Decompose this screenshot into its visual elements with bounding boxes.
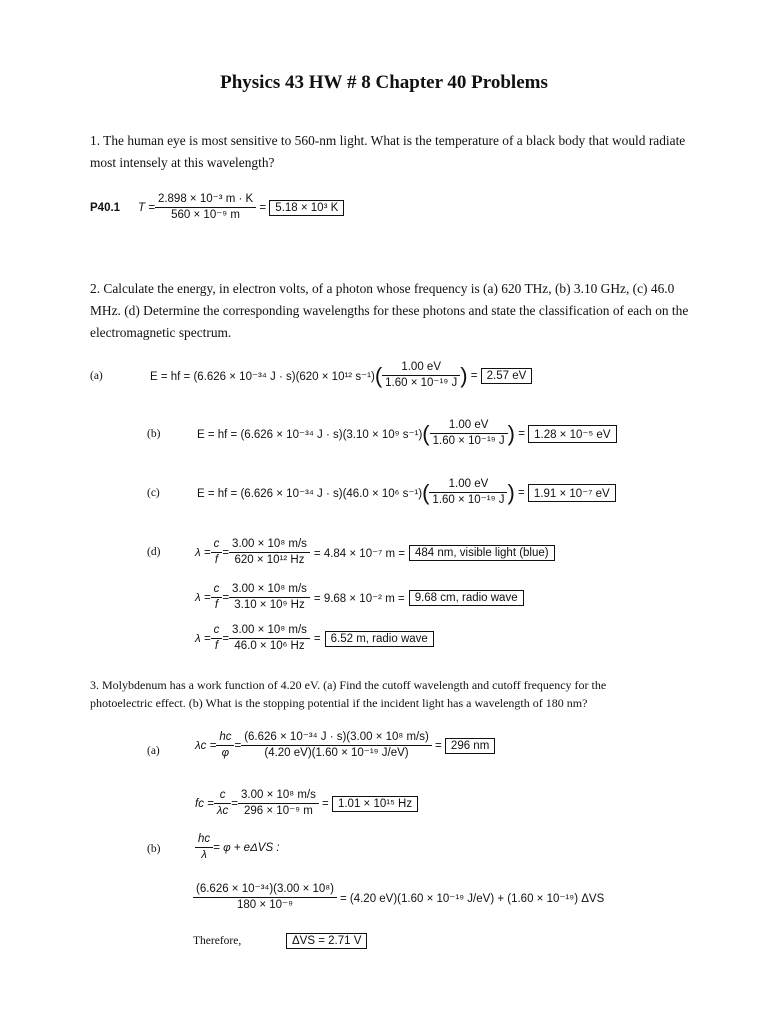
c-over-f bbox=[211, 537, 223, 568]
question-3-text: 3. Molybdenum has a work function of 4.20 eV. (a) Find the cutoff wavelength and cutoff frequency for the photoelectric effect. (b) What is the stopping potential if the incident light has a wavelength of 180 nm? bbox=[90, 678, 607, 710]
q2a-fraction bbox=[382, 360, 460, 391]
q3a-lambda-c bbox=[195, 730, 495, 761]
q3b-relation bbox=[195, 832, 280, 863]
q3b-answer-box: ΔVS = 2.71 V bbox=[286, 933, 367, 949]
left-paren: ( bbox=[422, 479, 430, 505]
equals-sign: = bbox=[231, 797, 238, 810]
q2b-label: (b) bbox=[147, 427, 161, 440]
c-symbol: c bbox=[213, 624, 220, 636]
page-title: Physics 43 HW # 8 Chapter 40 Problems bbox=[220, 72, 548, 93]
c-symbol: c bbox=[213, 583, 220, 595]
f-symbol: f bbox=[211, 552, 223, 568]
c-over-f bbox=[211, 582, 223, 613]
right-paren: ) bbox=[507, 420, 515, 446]
q2c-numerator: 1.00 eV bbox=[448, 478, 489, 490]
equals-sign: = bbox=[467, 369, 481, 382]
q2d3-fraction bbox=[229, 623, 310, 654]
equals-sign: = bbox=[222, 546, 230, 559]
question-1-text: 1. The human eye is most sensitive to 560-nm light. What is the temperature of a black body that would radiate most intensely at this wavelength? bbox=[90, 133, 686, 170]
q1-answer-box: 5.18 × 10³ K bbox=[269, 200, 344, 216]
therefore-label: Therefore, bbox=[193, 935, 242, 947]
q3b-label: (b) bbox=[147, 843, 161, 855]
q1-numerator: 2.898 × 10⁻³ m · K bbox=[157, 193, 254, 205]
equals-sign: = bbox=[234, 739, 242, 752]
f-symbol: f bbox=[211, 597, 223, 613]
q3b-fraction bbox=[193, 882, 337, 913]
f-symbol: f bbox=[211, 638, 223, 654]
q3a-fc-denominator: 296 × 10⁻⁹ m bbox=[238, 803, 319, 819]
q2d-row-3 bbox=[195, 623, 434, 654]
q2b-answer-box: 1.28 × 10⁻⁵ eV bbox=[528, 425, 616, 443]
q2b-fraction bbox=[430, 418, 508, 449]
q2a-answer-box: 2.57 eV bbox=[481, 368, 533, 384]
q2d2-result: = 9.68 × 10⁻² m = bbox=[313, 592, 405, 605]
lambda-symbol: λ bbox=[195, 847, 213, 863]
q2c-solution bbox=[147, 477, 616, 508]
hc-over-phi bbox=[216, 730, 234, 761]
q2d2-answer-box: 9.68 cm, radio wave bbox=[409, 590, 524, 606]
q2a-label: (a) bbox=[90, 369, 103, 382]
q3b-denominator: 180 × 10⁻⁹ bbox=[193, 897, 337, 913]
q2d3-numerator: 3.00 × 10⁸ m/s bbox=[232, 624, 307, 636]
c-symbol: c bbox=[213, 538, 220, 550]
q2d1-fraction bbox=[229, 537, 310, 568]
q3b-equation-rhs: = (4.20 eV)(1.60 × 10⁻¹⁹ J/eV) + (1.60 × 10⁻¹⁹) ΔVS bbox=[339, 892, 605, 905]
phi-symbol: φ bbox=[216, 745, 234, 761]
lambda-lhs: λ = bbox=[195, 546, 211, 559]
q2a-numerator: 1.00 eV bbox=[401, 361, 441, 373]
left-paren: ( bbox=[422, 420, 430, 446]
q2c-fraction bbox=[429, 477, 507, 508]
q2d3-result: = bbox=[313, 632, 321, 645]
equals-sign: = bbox=[222, 591, 230, 604]
lambda-lhs: λ = bbox=[195, 632, 211, 645]
f-c-lhs: fc = bbox=[195, 797, 214, 810]
q2c-answer-box: 1.91 × 10⁻⁷ eV bbox=[528, 484, 616, 502]
lambda-lhs: λ = bbox=[195, 591, 211, 604]
q3a-fc-numerator: 3.00 × 10⁸ m/s bbox=[241, 789, 316, 801]
q3b-therefore bbox=[193, 933, 367, 949]
q3b-numerator: (6.626 × 10⁻³⁴)(3.00 × 10⁸) bbox=[196, 883, 334, 895]
lambda-c-symbol: λc bbox=[214, 803, 231, 819]
equals-sign: = bbox=[515, 427, 529, 440]
q2b-numerator: 1.00 eV bbox=[448, 419, 489, 431]
q2a-expr: E = hf = (6.626 × 10⁻³⁴ J · s)(620 × 10¹² s⁻¹) bbox=[150, 370, 375, 383]
q2c-denominator: 1.60 × 10⁻¹⁹ J bbox=[429, 492, 507, 508]
q2b-expr: E = hf = (6.626 × 10⁻³⁴ J · s)(3.10 × 10⁹ s⁻¹) bbox=[197, 428, 423, 441]
q2b-solution bbox=[147, 418, 617, 449]
q2d3-denominator: 46.0 × 10⁶ Hz bbox=[229, 638, 310, 654]
q3a-fc-answer-box: 1.01 × 10¹⁵ Hz bbox=[332, 796, 418, 812]
q3a-lc-fraction bbox=[241, 730, 432, 761]
q2c-expr: E = hf = (6.626 × 10⁻³⁴ J · s)(46.0 × 10⁶ s⁻¹) bbox=[197, 487, 423, 500]
equals-sign: = bbox=[514, 486, 528, 499]
q3b-rhs: = φ + eΔVS : bbox=[213, 841, 280, 854]
q3a-lc-numerator: (6.626 × 10⁻³⁴ J · s)(3.00 × 10⁸ m/s) bbox=[244, 731, 429, 743]
q2d2-numerator: 3.00 × 10⁸ m/s bbox=[232, 583, 307, 595]
q2a-solution bbox=[90, 360, 532, 391]
q2a-denominator: 1.60 × 10⁻¹⁹ J bbox=[382, 375, 460, 391]
c-over-lambda-c bbox=[214, 788, 231, 819]
hc-symbol: hc bbox=[198, 833, 211, 845]
equals-sign: = bbox=[318, 797, 332, 810]
question-2-text: 2. Calculate the energy, in electron volts, of a photon whose frequency is (a) 620 THz, (b) 3.10 GHz, (c) 46.0 MHz. (d) Determine the corresponding wavelengths for these photons and state the classification of each on the electromagnetic spectrum. bbox=[90, 281, 689, 340]
q2b-denominator: 1.60 × 10⁻¹⁹ J bbox=[430, 433, 508, 449]
q3a-label: (a) bbox=[147, 745, 160, 757]
q1-denominator: 560 × 10⁻⁹ m bbox=[155, 207, 256, 223]
c-over-f bbox=[211, 623, 223, 654]
right-paren: ) bbox=[460, 362, 468, 388]
q2d-row-2 bbox=[195, 582, 524, 613]
q2d-label: (d) bbox=[147, 546, 161, 558]
left-paren: ( bbox=[374, 362, 383, 388]
q2c-label: (c) bbox=[147, 486, 160, 499]
q2d3-answer-box: 6.52 m, radio wave bbox=[325, 631, 434, 647]
q3a-lc-answer-box: 296 nm bbox=[445, 738, 495, 754]
q2d2-fraction bbox=[229, 582, 310, 613]
q2d-row-1 bbox=[195, 537, 555, 568]
q1-fraction bbox=[155, 192, 256, 223]
equals-sign: = bbox=[222, 632, 230, 645]
q2d1-numerator: 3.00 × 10⁸ m/s bbox=[232, 538, 307, 550]
q1-lhs: T = bbox=[138, 201, 155, 214]
lambda-c-lhs: λc = bbox=[195, 739, 217, 752]
equals-sign: = bbox=[431, 739, 445, 752]
q1-label: P40.1 bbox=[90, 201, 121, 214]
q2d1-result: = 4.84 × 10⁻⁷ m = bbox=[313, 547, 406, 560]
hc-over-lambda bbox=[195, 832, 213, 863]
hc-symbol: hc bbox=[219, 731, 232, 743]
q3b-equation bbox=[193, 882, 604, 913]
right-paren: ) bbox=[507, 479, 515, 505]
equals-sign: = bbox=[256, 201, 270, 214]
q2d1-answer-box: 484 nm, visible light (blue) bbox=[409, 545, 555, 561]
q3a-lc-denominator: (4.20 eV)(1.60 × 10⁻¹⁹ J/eV) bbox=[241, 745, 432, 761]
q2d2-denominator: 3.10 × 10⁹ Hz bbox=[229, 597, 310, 613]
q3a-fc-fraction bbox=[238, 788, 319, 819]
c-symbol: c bbox=[219, 789, 226, 801]
q2d1-denominator: 620 × 10¹² Hz bbox=[229, 552, 310, 568]
q3a-f-c bbox=[195, 788, 418, 819]
q1-solution bbox=[90, 192, 344, 223]
